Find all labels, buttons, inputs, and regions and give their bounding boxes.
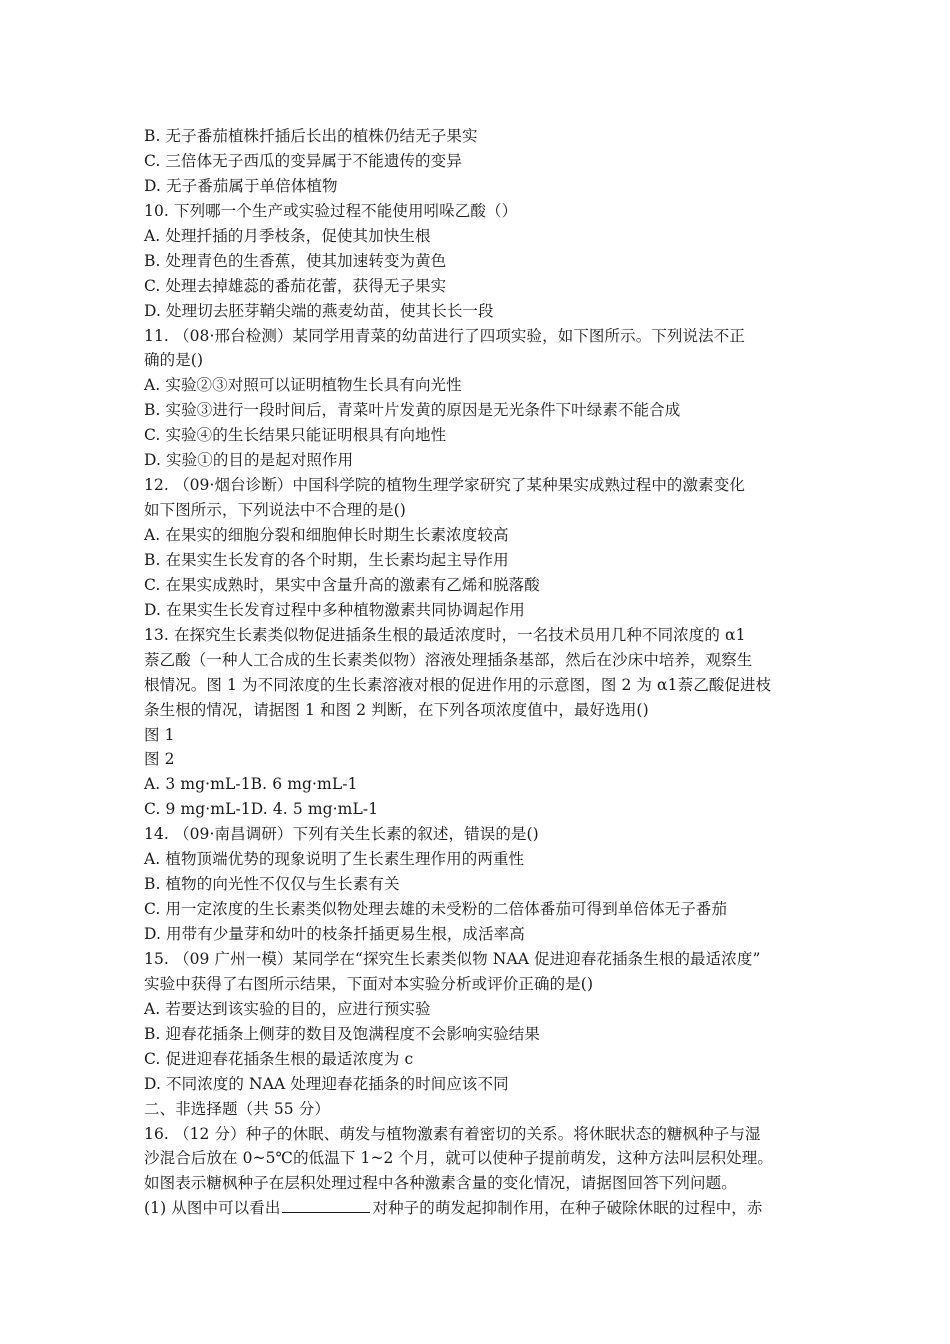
text-line: A. 植物顶端优势的现象说明了生长素生理作用的两重性 xyxy=(144,850,525,869)
text-line: 根情况。图 1 为不同浓度的生长素溶液对根的促进作用的示意图，图 2 为 α1萘乙酸促进枝 xyxy=(144,675,772,694)
text-line: C. 三倍体无子西瓜的变异属于不能遗传的变异 xyxy=(144,151,462,170)
text-line: 萘乙酸（一种人工合成的生长素类似物）溶液处理插条基部，然后在沙床中培养，观察生 xyxy=(144,650,753,669)
text-line: A. 实验②③对照可以证明植物生长具有向光性 xyxy=(144,376,462,395)
text-line: 实验中获得了右图所示结果，下面对本实验分析或评价正确的是() xyxy=(144,974,594,993)
text-line: D. 实验①的目的是起对照作用 xyxy=(144,451,354,470)
text-line: 二、非选择题（共 55 分） xyxy=(144,1099,330,1118)
text-line: 14. （09·南昌调研）下列有关生长素的叙述，错误的是() xyxy=(144,825,539,844)
text-line: 如图表示糖枫种子在层积处理过程中各种激素含量的变化情况，请据图回答下列问题。 xyxy=(144,1174,737,1193)
text-line: A. 3 mg·mL-1B. 6 mg·mL-1 xyxy=(144,775,358,794)
text-line: 条生根的情况，请据图 1 和图 2 判断，在下列各项浓度值中，最好选用() xyxy=(144,700,649,719)
text-line: B. 无子番茄植株扦插后长出的植株仍结无子果实 xyxy=(144,127,478,145)
line-end-text: 对种子的萌发起抑制作用，在种子破除休眠的过程中，赤 xyxy=(372,1199,763,1218)
text-line: C. 实验④的生长结果只能证明根具有向地性 xyxy=(144,426,447,445)
text-line: D. 处理切去胚芽鞘尖端的燕麦幼苗，使其长长一段 xyxy=(144,301,494,320)
text-line: 11. （08·邢台检测）某同学用青菜的幼苗进行了四项实验，如下图所示。下列说法不正 xyxy=(144,326,745,345)
question-line-with-blank xyxy=(144,1196,816,1221)
text-line: B. 植物的向光性不仅仅与生长素有关 xyxy=(144,875,400,894)
text-line: 15. （09 广州一模）某同学在“探究生长素类似物 NAA 促进迎春花插条生根的最适浓度” xyxy=(144,949,761,968)
text-line: B. 处理青色的生香蕉，使其加速转变为黄色 xyxy=(144,251,447,270)
document-page xyxy=(144,124,816,1221)
text-line: 16. （12 分）种子的休眠、萌发与植物激素有着密切的关系。将休眠状态的糖枫种子与湿 xyxy=(144,1124,761,1143)
text-line: C. 处理去掉雄蕊的番茄花蕾，获得无子果实 xyxy=(144,276,447,295)
text-line: D. 在果实生长发育过程中多种植物激素共同协调起作用 xyxy=(144,600,525,619)
text-line: A. 在果实的细胞分裂和细胞伸长时期生长素浓度较高 xyxy=(144,526,509,544)
text-line: B. 迎春花插条上侧芽的数目及饱满程度不会影响实验结果 xyxy=(144,1024,540,1043)
text-line: D. 无子番茄属于单倍体植物 xyxy=(144,176,338,195)
line-start-text: (1) 从图中可以看出 xyxy=(144,1199,281,1218)
text-line: C. 促进迎春花插条生根的最适浓度为 c xyxy=(144,1049,414,1068)
text-line: 图 2 xyxy=(144,750,175,769)
text-line: A. 若要达到该实验的目的，应进行预实验 xyxy=(144,999,431,1018)
text-line: 沙混合后放在 0~5℃的低温下 1~2 个月，就可以使种子提前萌发，这种方法叫层积处理。 xyxy=(144,1149,773,1168)
text-line: D. 用带有少量芽和幼叶的枝条扦插更易生根，成活率高 xyxy=(144,925,525,943)
text-line: B. 在果实生长发育的各个时期，生长素均起主导作用 xyxy=(144,550,509,569)
text-line: D. 不同浓度的 NAA 处理迎春花插条的时间应该不同 xyxy=(144,1074,509,1093)
text-line: 10. 下列哪一个生产或实验过程不能使用吲哚乙酸（） xyxy=(144,201,518,220)
text-line: 12. （09·烟台诊断）中国科学院的植物生理学家研究了某种果实成熟过程中的激素变化 xyxy=(144,476,745,495)
text-line: 确的是() xyxy=(144,351,204,370)
text-line: 13. 在探究生长素类似物促进插条生根的最适浓度时，一名技术员用几种不同浓度的 α1 xyxy=(144,625,746,644)
text-line: C. 在果实成熟时，果实中含量升高的激素有乙烯和脱落酸 xyxy=(144,575,540,594)
text-line: C. 用一定浓度的生长素类似物处理去雄的未受粉的二倍体番茄可得到单倍体无子番茄 xyxy=(144,900,728,919)
text-line: 如下图所示，下列说法中不合理的是() xyxy=(144,501,406,520)
text-line: C. 9 mg·mL-1D. 4. 5 mg·mL-1 xyxy=(144,800,379,819)
text-line: A. 处理扦插的月季枝条，促使其加快生根 xyxy=(144,226,431,245)
answer-blank xyxy=(282,1197,370,1213)
text-line: B. 实验③进行一段时间后，青菜叶片发黄的原因是无光条件下叶绿素不能合成 xyxy=(144,401,681,420)
text-line: 图 1 xyxy=(144,725,175,744)
